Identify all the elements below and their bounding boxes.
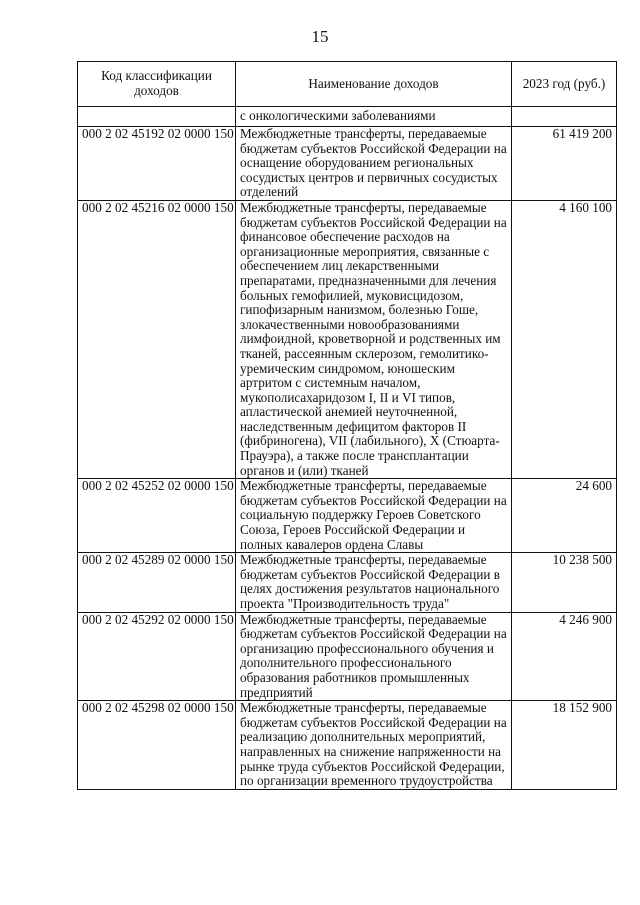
row-amount [512, 107, 617, 127]
table-body [78, 107, 617, 790]
row-amount: 10 238 500 [512, 553, 617, 612]
table-row [78, 701, 617, 790]
row-code [78, 107, 236, 127]
row-amount: 24 600 [512, 479, 617, 553]
row-code: 000 2 02 45216 02 0000 150 [78, 200, 236, 478]
header-name: Наименование доходов [236, 62, 512, 107]
table-row [78, 200, 617, 478]
income-table [77, 61, 617, 790]
row-amount: 4 160 100 [512, 200, 617, 478]
row-name: Межбюджетные трансферты, передаваемые бюджетам субъектов Российской Федерации на реализацию дополнительных мероприятий, направленных на снижение напряженности на рынке труда субъектов Российской Федерации, по организации временного трудоустройства [236, 701, 512, 790]
table-row [78, 612, 617, 701]
row-name: Межбюджетные трансферты, передаваемые бюджетам субъектов Российской Федерации на оснащение оборудованием региональных сосудистых центров и первичных сосудистых отделений [236, 127, 512, 201]
table-row [78, 553, 617, 612]
row-name: Межбюджетные трансферты, передаваемые бюджетам субъектов Российской Федерации на организацию профессионального обучения и дополнительного профессионального образования работников промышленных предприятий [236, 612, 512, 701]
row-code: 000 2 02 45289 02 0000 150 [78, 553, 236, 612]
page-number: 15 [311, 27, 329, 46]
table-header [78, 62, 617, 107]
row-name: с онкологическими заболеваниями [236, 107, 512, 127]
row-code: 000 2 02 45298 02 0000 150 [78, 701, 236, 790]
row-amount: 18 152 900 [512, 701, 617, 790]
header-row [78, 62, 617, 107]
table-row [78, 127, 617, 201]
header-amount: 2023 год (руб.) [512, 62, 617, 107]
header-code: Код классификации доходов [78, 62, 236, 107]
table-row [78, 479, 617, 553]
row-amount: 61 419 200 [512, 127, 617, 201]
row-code: 000 2 02 45252 02 0000 150 [78, 479, 236, 553]
row-amount: 4 246 900 [512, 612, 617, 701]
row-name: Межбюджетные трансферты, передаваемые бюджетам субъектов Российской Федерации на социальную поддержку Героев Советского Союза, Героев Российской Федерации и полных кавалеров ордена Славы [236, 479, 512, 553]
row-name: Межбюджетные трансферты, передаваемые бюджетам субъектов Российской Федерации на финансовое обеспечение расходов на организационные мероприятия, связанные с обеспечением лиц лекарственными препаратами, предназначенными для лечения больных гемофилией, муковисцидозом, гипофизарным нанизмом, болезнью Гоше, злокачественными новообразованиями лимфоидной, кроветворной и родственных им тканей, рассеянным склерозом, гемолитико-уремическим синдромом, юношеским артритом с системным началом, мукополисахаридозом I, II и VI типов, апластической анемией неуточненной, наследственным дефицитом факторов II (фибриногена), VII (лабильного), X (Стюарта-Прауэра), а также после трансплантации органов и (или) тканей [236, 200, 512, 478]
row-name: Межбюджетные трансферты, передаваемые бюджетам субъектов Российской Федерации в целях достижения результатов национального проекта "Производительность труда" [236, 553, 512, 612]
table-row-continuation [78, 107, 617, 127]
row-code: 000 2 02 45192 02 0000 150 [78, 127, 236, 201]
row-code: 000 2 02 45292 02 0000 150 [78, 612, 236, 701]
